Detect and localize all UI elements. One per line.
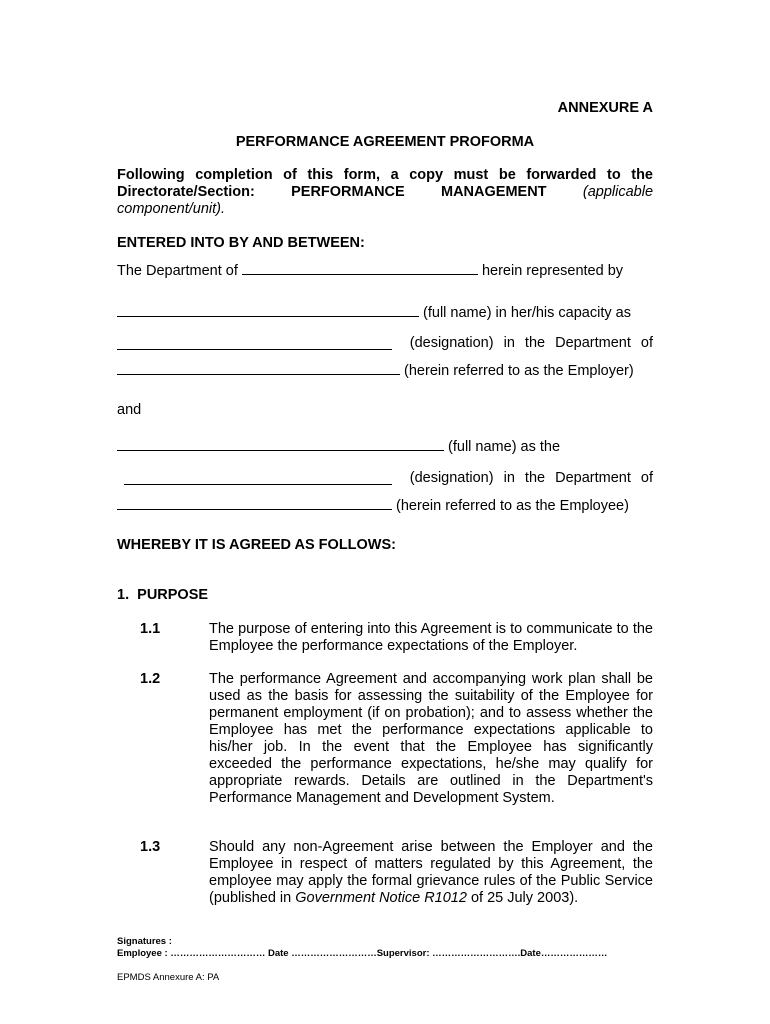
clause-text-part: of 25 July 2003). <box>470 890 579 906</box>
employee-referred-suffix: (herein referred to as the Employee) <box>396 498 629 514</box>
clause-number: 1.2 <box>140 671 161 687</box>
clause-text-part: Should any non-Agreement arise between the Employer and the Employee in respect of matters regulated by this Agreement, the employee may apply the formal grievance rules of the Public Service (published in <box>209 839 653 906</box>
parties-heading: ENTERED INTO BY AND BETWEEN: <box>117 235 365 251</box>
employee-designation-field[interactable] <box>124 470 392 485</box>
page-title: PERFORMANCE AGREEMENT PROFORMA <box>235 134 535 150</box>
employer-department-field[interactable] <box>117 360 400 375</box>
document-code: EPMDS Annexure A: PA <box>117 972 220 983</box>
employee-designation-line <box>124 470 653 487</box>
clause-text <box>209 839 653 907</box>
employer-fullname-line <box>117 302 631 322</box>
section-heading-purpose: 1. PURPOSE <box>117 587 209 603</box>
clause-text-citation: Government Notice R1012 <box>295 890 467 906</box>
signature-line: Employee : ………………………… Date ………………………Supervisor: ……………………….Date………………… <box>117 948 608 959</box>
employer-designation-suffix: (designation) in the Department of <box>409 335 653 351</box>
employee-fullname-field[interactable] <box>117 436 444 451</box>
employee-department-field[interactable] <box>117 495 392 510</box>
department-suffix: herein represented by <box>481 263 624 279</box>
clause-number: 1.1 <box>140 621 161 637</box>
employee-fullname-suffix: (full name) as the <box>448 439 561 455</box>
department-name-field[interactable] <box>242 260 478 275</box>
intro-italic-text: (applicable component/unit). <box>117 184 654 217</box>
intro-paragraph <box>117 167 653 218</box>
and-text: and <box>117 402 142 418</box>
intro-bold-text: Following completion of this form, a copy must be forwarded to the Directorate/Section: PERFORMANCE MANAGEMENT <box>117 167 653 200</box>
department-line <box>117 260 623 280</box>
employer-referred-suffix: (herein referred to as the Employer) <box>404 363 634 379</box>
employer-designation-field[interactable] <box>117 335 392 350</box>
employer-fullname-field[interactable] <box>117 302 419 317</box>
employee-designation-suffix: (designation) in the Department of <box>409 470 653 486</box>
clause-text: The purpose of entering into this Agreement is to communicate to the Employee the performance expectations of the Employer. <box>209 621 653 654</box>
employee-referred-line <box>117 495 629 515</box>
annexure-label: ANNEXURE A <box>557 100 653 116</box>
employer-fullname-suffix: (full name) in her/his capacity as <box>423 305 631 321</box>
department-prefix: The Department of <box>117 263 238 279</box>
clause-text: The performance Agreement and accompanying work plan shall be used as the basis for assessing the suitability of the Employee for permanent employment (if on probation); and to assess whether the Employee has met the performance expectations applicable to his/her job. In the event that the Employee has significantly exceeded the performance expectations, he/she may qualify for appropriate rewards. Details are outlined in the Department's Performance Management and Development System. <box>209 671 653 806</box>
employer-designation-line <box>117 335 653 352</box>
clause-number: 1.3 <box>140 839 161 855</box>
agreement-heading: WHEREBY IT IS AGREED AS FOLLOWS: <box>117 537 396 553</box>
employee-fullname-line <box>117 436 560 456</box>
employer-referred-line <box>117 360 634 380</box>
signatures-label: Signatures : <box>117 936 172 947</box>
